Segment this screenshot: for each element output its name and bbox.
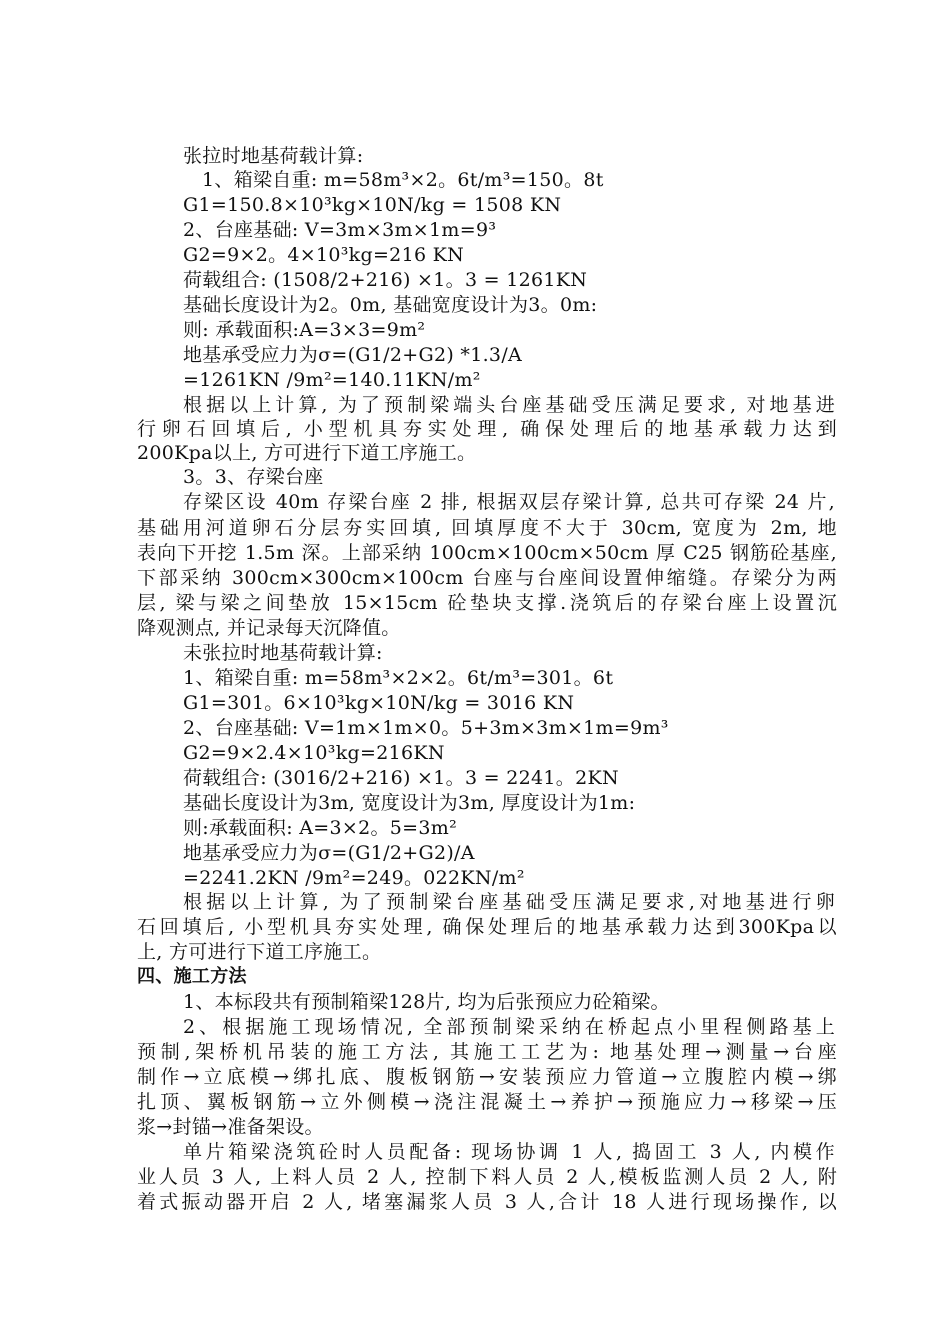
paragraph-line: 制作→立底模→绑扎底、腹板钢筋→安装预应力管道→立腹腔内模→绑 [137, 1066, 837, 1088]
section-heading-untensioned-load: 未张拉时地基荷载计算: [183, 642, 383, 664]
paragraph-line: 上, 方可进行下道工序施工。 [137, 941, 382, 963]
paragraph-line: 浆→封锚→准备架设。 [137, 1116, 324, 1138]
paragraph-line: 2、根据施工现场情况, 全部预制梁采纳在桥起点小里程侧路基上 [183, 1016, 835, 1038]
chapter-heading-construction-method: 四、施工方法 [137, 966, 247, 987]
paragraph-line: 预制,架桥机吊装的施工方法, 其施工工艺为: 地基处理→测量→台座 [137, 1041, 837, 1063]
text-line: 荷载组合: (3016/2+216) ×1。3 = 2241。2KN [183, 767, 619, 789]
text-line: 1、本标段共有预制箱梁128片, 均为后张预应力砼箱梁。 [183, 991, 670, 1013]
text-line: 1、箱梁自重: m=58m³×2×2。6t/m³=301。6t [183, 667, 614, 689]
paragraph-line: 扎顶、翼板钢筋→立外侧模→浇注混凝土→养护→预施应力→移梁→压 [137, 1091, 837, 1113]
text-line: G2=9×2。4×10³kg=216 KN [183, 244, 465, 266]
text-line: 基础长度设计为3m, 宽度设计为3m, 厚度设计为1m: [183, 792, 636, 814]
text-line: G2=9×2.4×10³kg=216KN [183, 742, 445, 764]
section-heading-tension-load: 张拉时地基荷载计算: [183, 145, 364, 167]
text-line: 基础长度设计为2。0m, 基础宽度设计为3。0m: [183, 294, 598, 316]
text-line: 1、箱梁自重: m=58m³×2。6t/m³=150。8t [202, 169, 604, 191]
paragraph-line: 基础用河道卵石分层夯实回填, 回填厚度不大于 30cm, 宽度为 2m, 地 [137, 517, 837, 539]
paragraph-line: 根据以上计算, 为了预制梁台座基础受压满足要求,对地基进行卵 [183, 891, 835, 913]
text-line: 则: 承载面积:A=3×3=9m² [183, 319, 426, 341]
paragraph-line: 行卵石回填后, 小型机具夯实处理, 确保处理后的地基承载力达到 [137, 418, 837, 440]
paragraph-line: 存梁区设 40m 存梁台座 2 排, 根据双层存梁计算, 总共可存梁 24 片, [183, 491, 835, 513]
text-line: =2241.2KN /9m²=249。022KN/m² [183, 867, 525, 889]
paragraph-line: 业人员 3 人, 上料人员 2 人, 控制下料人员 2 人,模板监测人员 2 人, 附 [137, 1166, 837, 1188]
paragraph-line: 降观测点, 并记录每天沉降值。 [137, 617, 401, 639]
paragraph-line: 根据以上计算, 为了预制梁端头台座基础受压满足要求, 对地基进 [183, 394, 835, 416]
text-line: 2、台座基础: V=1m×1m×0。5+3m×3m×1m=9m³ [183, 717, 669, 739]
text-line: 荷载组合: (1508/2+216) ×1。3 = 1261KN [183, 269, 588, 291]
text-line: G1=150.8×10³kg×10N/kg = 1508 KN [183, 194, 562, 216]
paragraph-line: 层, 梁与梁之间垫放 15×15cm 砼垫块支撑.浇筑后的存梁台座上设置沉 [137, 592, 837, 614]
text-line: G1=301。6×10³kg×10N/kg = 3016 KN [183, 692, 575, 714]
subsection-heading-storage-pedestal: 3。3、存梁台座 [183, 466, 324, 488]
paragraph-line: 下部采纳 300cm×300cm×100cm 台座与台座间设置伸缩缝。存梁分为两 [137, 567, 837, 589]
paragraph-line: 单片箱梁浇筑砼时人员配备: 现场协调 1 人, 捣固工 3 人, 内模作 [183, 1141, 835, 1163]
text-line: 2、台座基础: V=3m×3m×1m=9³ [183, 219, 497, 241]
paragraph-line: 表向下开挖 1.5m 深。上部采纳 100cm×100cm×50cm 厚 C25 钢筋砼基座, [137, 542, 837, 564]
paragraph-line: 着式振动器开启 2 人, 堵塞漏浆人员 3 人,合计 18 人进行现场操作, 以 [137, 1191, 837, 1213]
text-line: 地基承受应力为σ=(G1/2+G2)/A [183, 842, 475, 864]
paragraph-line: 石回填后, 小型机具夯实处理, 确保处理后的地基承载力达到300Kpa以 [137, 916, 837, 938]
text-line: 则:承载面积: A=3×2。5=3m² [183, 817, 458, 839]
text-line: 地基承受应力为σ=(G1/2+G2) *1.3/A [183, 344, 523, 366]
text-line: =1261KN /9m²=140.11KN/m² [183, 369, 481, 391]
paragraph-line: 200Kpa以上, 方可进行下道工序施工。 [137, 442, 477, 464]
